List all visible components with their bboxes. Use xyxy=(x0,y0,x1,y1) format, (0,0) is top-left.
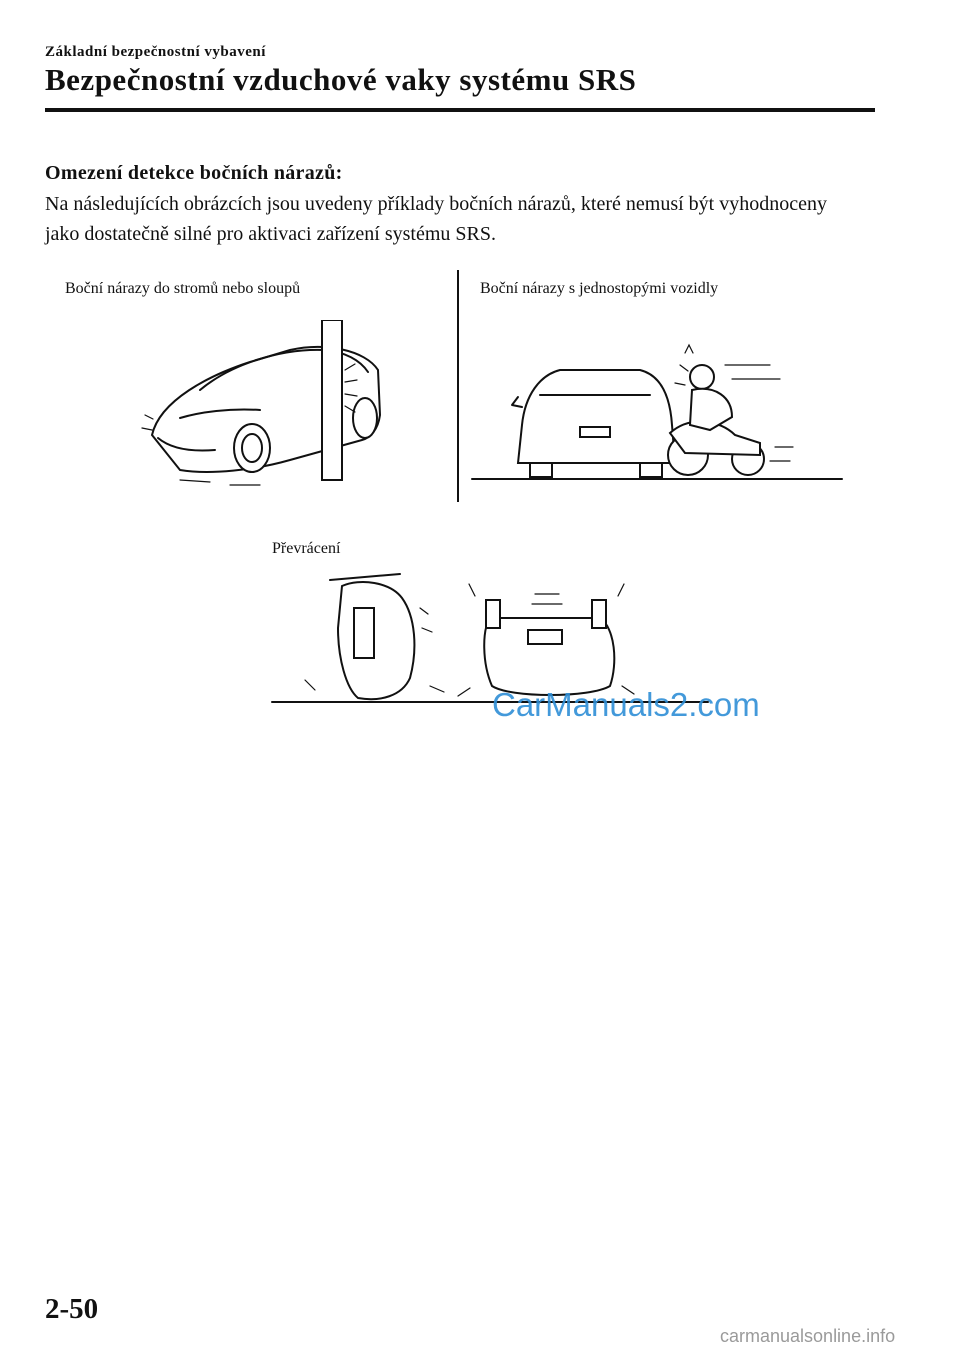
page-title: Bezpečnostní vzduchové vaky systému SRS xyxy=(45,62,637,97)
motorcycle-impact-caption: Boční nárazy s jednostopými vozidly xyxy=(480,280,719,297)
tree-impact-illustration xyxy=(140,320,390,500)
subheading: Omezení detekce bočních nárazů: xyxy=(45,162,343,184)
title-rule xyxy=(45,108,875,112)
motorcycle-impact-illustration xyxy=(470,335,845,485)
watermark-logo: CarManuals2.com xyxy=(492,686,760,723)
figure-divider xyxy=(457,270,459,502)
rollover-caption: Převrácení xyxy=(272,540,341,557)
page-number: 2-50 xyxy=(45,1293,99,1325)
body-paragraph: Na následujících obrázcích jsou uvedeny příklady bočních nárazů, které nemusí být vyhodnoceny jako dostatečně silné pro aktivaci zařízení systému SRS. xyxy=(45,193,827,245)
footer-site-link[interactable]: carmanualsonline.info xyxy=(720,1326,896,1346)
section-label: Základní bezpečnostní vybavení xyxy=(45,44,266,60)
tree-impact-caption: Boční nárazy do stromů nebo sloupů xyxy=(65,280,301,297)
